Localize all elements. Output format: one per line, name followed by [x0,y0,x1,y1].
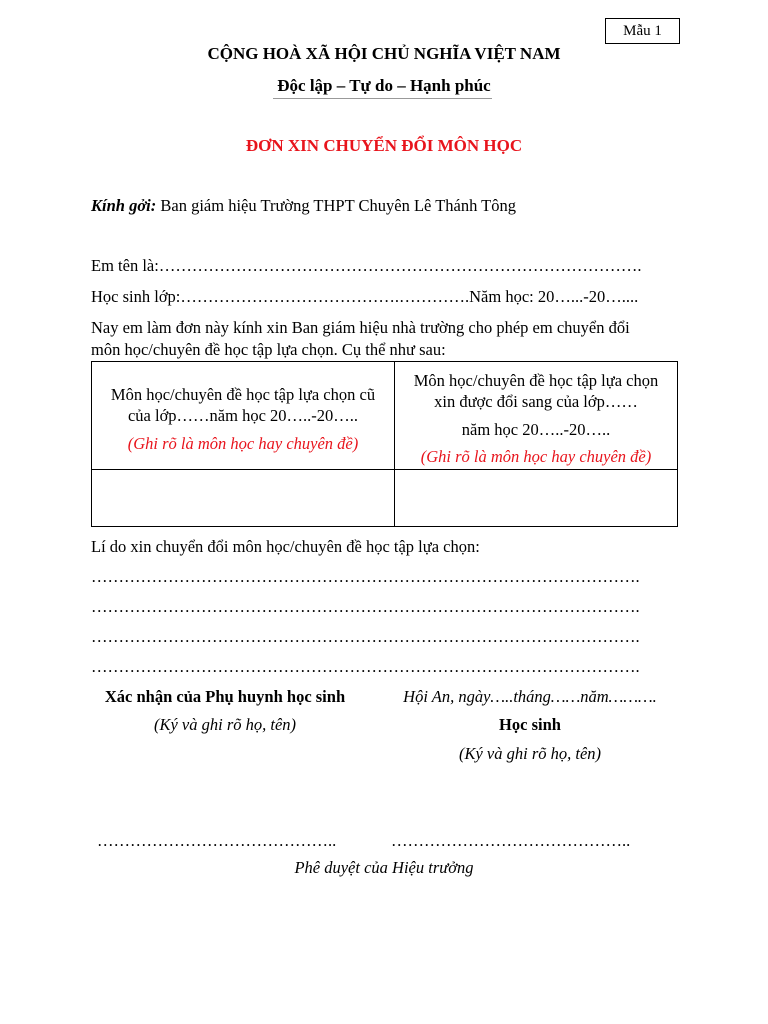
reason-line-1: ………………………………………………………………………………………. [91,567,640,586]
reason-label: Lí do xin chuyển đổi môn học/chuyên đề học tập lựa chọn: [91,537,480,556]
form-code-box: Mẫu 1 [605,18,680,44]
principal-approval: Phê duyệt của Hiệu trưởng [294,858,474,877]
new-subject-note: (Ghi rõ là môn học hay chuyên đề) [420,447,652,466]
country-header: CỘNG HOÀ XÃ HỘI CHỦ NGHĨA VIỆT NAM [207,44,561,63]
class-year-field: Học sinh lớp:………………………………….………….Năm học: 20…...-20….... [91,287,639,306]
parent-sign-note: (Ký và ghi rõ họ, tên) [153,715,297,734]
student-title: Học sinh [499,715,561,734]
new-subject-line1: Môn học/chuyên đề học tập lựa chọn [413,371,659,390]
subject-switch-table [91,361,678,527]
old-subject-note: (Ghi rõ là môn học hay chuyên đề) [127,434,359,453]
reason-line-3: ………………………………………………………………………………………. [91,627,640,646]
old-subject-entry[interactable] [92,470,395,527]
reason-line-2: ………………………………………………………………………………………. [91,597,640,616]
addressee-line [91,196,516,216]
student-sign-note: (Ký và ghi rõ họ, tên) [458,744,602,763]
student-signature-dots: …………………………………….. [391,831,631,850]
old-subject-line1: Môn học/chuyên đề học tập lựa chọn cũ [110,385,376,404]
place-date: Hội An, ngày…..tháng……năm………. [403,687,657,706]
name-field: Em tên là:……………………………………………………………………………. [91,256,642,275]
parent-confirm-title: Xác nhận của Phụ huynh học sinh [104,687,346,706]
request-line-1: Nay em làm đơn này kính xin Ban giám hiệu nhà trường cho phép em chuyển đổi [91,318,630,337]
new-subject-line2: xin được đổi sang của lớp…… [434,392,638,411]
old-subject-line2: của lớp……năm học 20…..-20….. [127,406,359,425]
form-title: ĐƠN XIN CHUYỂN ĐỔI MÔN HỌC [245,136,523,155]
parent-signature-dots: …………………………………….. [97,831,337,850]
motto-underline [273,98,492,99]
new-subject-line3: năm học 20…..-20….. [461,420,611,439]
old-subject-header [92,362,395,470]
reason-line-4: ………………………………………………………………………………………. [91,657,640,676]
request-line-2: môn học/chuyên đề học tập lựa chọn. Cụ thể như sau: [91,340,446,359]
addressee-label: Kính gởi: [91,196,157,215]
new-subject-entry[interactable] [395,470,678,527]
new-subject-header [395,362,678,470]
motto: Độc lập – Tự do – Hạnh phúc [277,76,491,95]
addressee-text: Ban giám hiệu Trường THPT Chuyên Lê Thánh Tông [156,196,517,215]
